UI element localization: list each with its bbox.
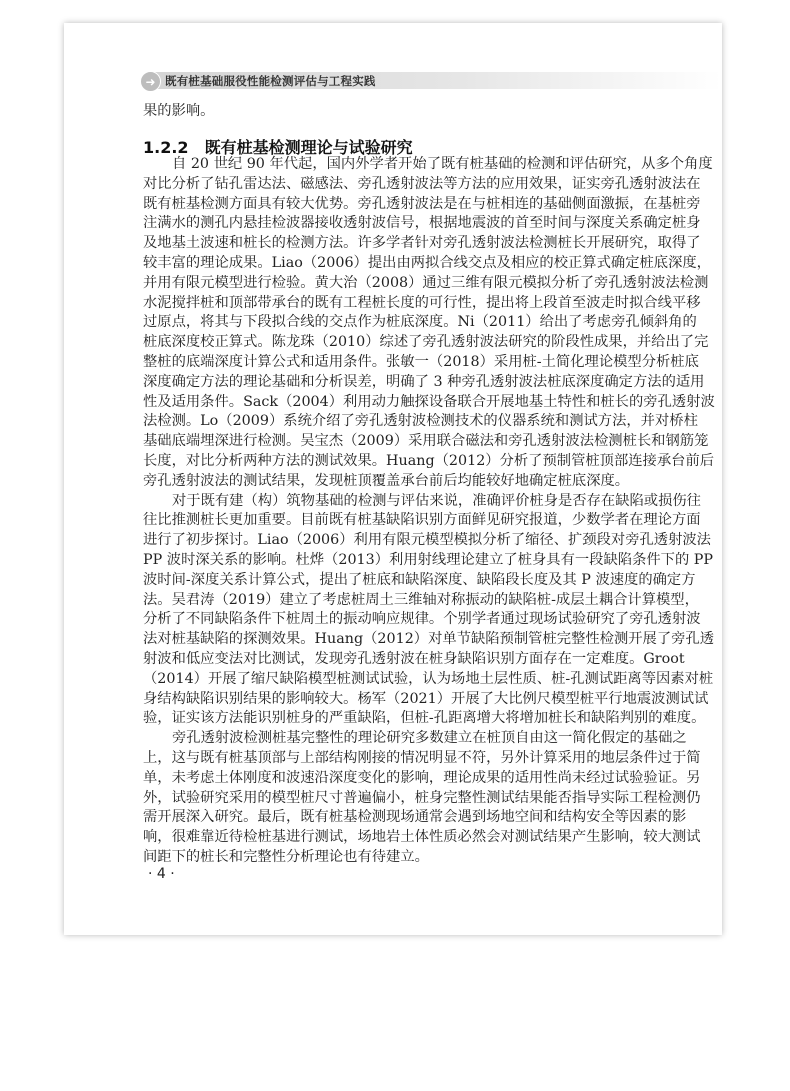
text-line: 单，未考虑土体刚度和波速沿深度变化的影响，理论成果的适用性尚未经过试验验证。另 bbox=[143, 769, 701, 786]
text-line: 整桩的底端深度计算公式和适用条件。张敏一（2018）采用桩-土简化理论模型分析桩底 bbox=[143, 353, 699, 370]
text-line: 较丰富的理论成果。Liao（2006）提出由两拟合线交点及相应的校正算式确定桩底深度， bbox=[143, 254, 711, 271]
text-line: 并用有限元模型进行检验。黄大治（2008）通过三维有限元模拟分析了旁孔透射波法检测 bbox=[143, 274, 709, 291]
text-line: 对于既有建（构）筑物基础的检测与评估来说，准确评价桩身是否存在缺陷或损伤往 bbox=[172, 492, 701, 509]
text-line: 对比分析了钻孔雷达法、磁感法、旁孔透射波法等方法的应用效果，证实旁孔透射波法在 bbox=[143, 175, 701, 192]
text-line: （2014）开展了缩尺缺陷模型桩测试试验，认为场地土层性质、桩-孔测试距离等因素对桩 bbox=[143, 670, 714, 687]
text-line: 长度，对比分析两种方法的测试效果。Huang（2012）分析了预制管桩顶部连接承台前后 bbox=[143, 452, 715, 469]
text-line: PP 波时深关系的影响。杜烨（2013）利用射线理论建立了桩身具有一段缺陷条件下的 PP bbox=[143, 551, 714, 568]
text-line: 自 20 世纪 90 年代起，国内外学者开始了既有桩基础的检测和评估研究，从多个角度 bbox=[172, 156, 713, 172]
text-line: 基础底端埋深进行检测。吴宝杰（2009）采用联合磁法和旁孔透射波法检测桩长和钢筋笼 bbox=[143, 433, 709, 450]
text-line: 桩底深度校正算式。陈龙珠（2010）综述了旁孔透射波法研究的阶段性成果，并给出了完 bbox=[143, 334, 709, 351]
text-line: 射波和低应变法对比测试，发现旁孔透射波在桩身缺陷识别方面存在一定难度。Groot bbox=[143, 650, 685, 667]
text-line: 果的影响。 bbox=[143, 103, 215, 119]
document-page bbox=[64, 23, 722, 935]
text-line: 性及适用条件。Sack（2004）利用动力触探设备联合开展地基土特性和桩长的旁孔透射波 bbox=[143, 393, 715, 410]
text-line: 法。吴君涛（2019）建立了考虑桩周土三维轴对称振动的缺陷桩-成层土耦合计算模型， bbox=[143, 591, 699, 608]
section-title: 既有桩基检测理论与试验研究 bbox=[204, 138, 413, 157]
text-line: 旁孔透射波检测桩基完整性的理论研究多数建立在桩顶自由这一简化假定的基础之 bbox=[172, 730, 687, 747]
text-line: 往比推测桩长更加重要。目前既有桩基缺陷识别方面鲜见研究报道，少数学者在理论方面 bbox=[143, 512, 701, 529]
text-line: 注满水的测孔内悬挂检波器接收透射波信号，根据地震波的首至时间与深度关系确定桩身 bbox=[143, 215, 701, 232]
text-line: 水泥搅拌桩和顶部带承台的既有工程桩长度的可行性，提出将上段首至波走时拟合线平移 bbox=[143, 294, 701, 311]
section-number: 1.2.2 bbox=[143, 138, 189, 157]
text-line: 旁孔透射波法的测试结果，发现桩顶覆盖承台前后均能较好地确定桩底深度。 bbox=[143, 472, 630, 489]
running-header bbox=[142, 72, 722, 89]
arrow-right-circle-icon: ➜ bbox=[140, 71, 161, 92]
running-header-title: 既有桩基础服役性能检测评估与工程实践 bbox=[165, 74, 376, 88]
text-line: 及地基土波速和桩长的检测方法。许多学者针对旁孔透射波法检测桩长开展研究，取得了 bbox=[143, 235, 701, 252]
text-line: 进行了初步探讨。Liao（2006）利用有限元模型模拟分析了缩径、扩颈段对旁孔透射波法 bbox=[143, 532, 711, 549]
text-line: 响，很难靠近待检桩基进行测试，场地岩土体性质必然会对测试结果产生影响，较大测试 bbox=[143, 829, 701, 846]
text-line: 间距下的桩长和完整性分析理论也有待建立。 bbox=[143, 848, 429, 865]
text-line: 外，试验研究采用的模型桩尺寸普遍偏小，桩身完整性测试结果能否指导实际工程检测仍 bbox=[143, 789, 701, 806]
carryover-text bbox=[143, 102, 678, 122]
text-line: 分析了不同缺陷条件下桩周土的振动响应规律。个别学者通过现场试验研究了旁孔透射波 bbox=[143, 611, 701, 628]
paragraph bbox=[143, 492, 715, 730]
text-line: 法检测。Lo（2009）系统介绍了旁孔透射波检测技术的仪器系统和测试方法，并对桥柱 bbox=[143, 413, 698, 430]
paragraph bbox=[143, 729, 701, 868]
text-line: 上，这与既有桩基顶部与上部结构刚接的情况明显不符，另外计算采用的地层条件过于简 bbox=[143, 749, 701, 766]
text-line: 既有桩基检测方面具有较大优势。旁孔透射波法是在与桩相连的基础侧面激振，在基桩旁 bbox=[143, 195, 701, 212]
body-text bbox=[143, 155, 715, 868]
text-line: 验，证实该方法能识别桩身的严重缺陷，但桩-孔距离增大将增加桩长和缺陷判别的难度。 bbox=[143, 710, 706, 727]
text-line: 过原点，将其与下段拟合线的交点作为桩底深度。Ni（2011）给出了考虑旁孔倾斜角的 bbox=[143, 314, 697, 331]
text-line: 法对桩基缺陷的探测效果。Huang（2012）对单节缺陷预制管桩完整性检测开展了旁孔透 bbox=[143, 631, 715, 648]
text-line: 波时间-深度关系计算公式，提出了桩底和缺陷深度、缺陷段长度及其 P 波速度的确定方 bbox=[143, 571, 696, 588]
page-number: · 4 · bbox=[148, 866, 175, 882]
paragraph bbox=[143, 155, 715, 492]
text-line: 需开展深入研究。最后，既有桩基检测现场通常会遇到场地空间和结构安全等因素的影 bbox=[143, 809, 687, 826]
text-line: 身结构缺陷识别结果的影响较大。杨军（2021）开展了大比例尺模型桩平行地震波测试试 bbox=[143, 690, 709, 707]
text-line: 深度确定方法的理论基础和分析误差，明确了 3 种旁孔透射波法桩底深度确定方法的适用 bbox=[143, 373, 705, 390]
